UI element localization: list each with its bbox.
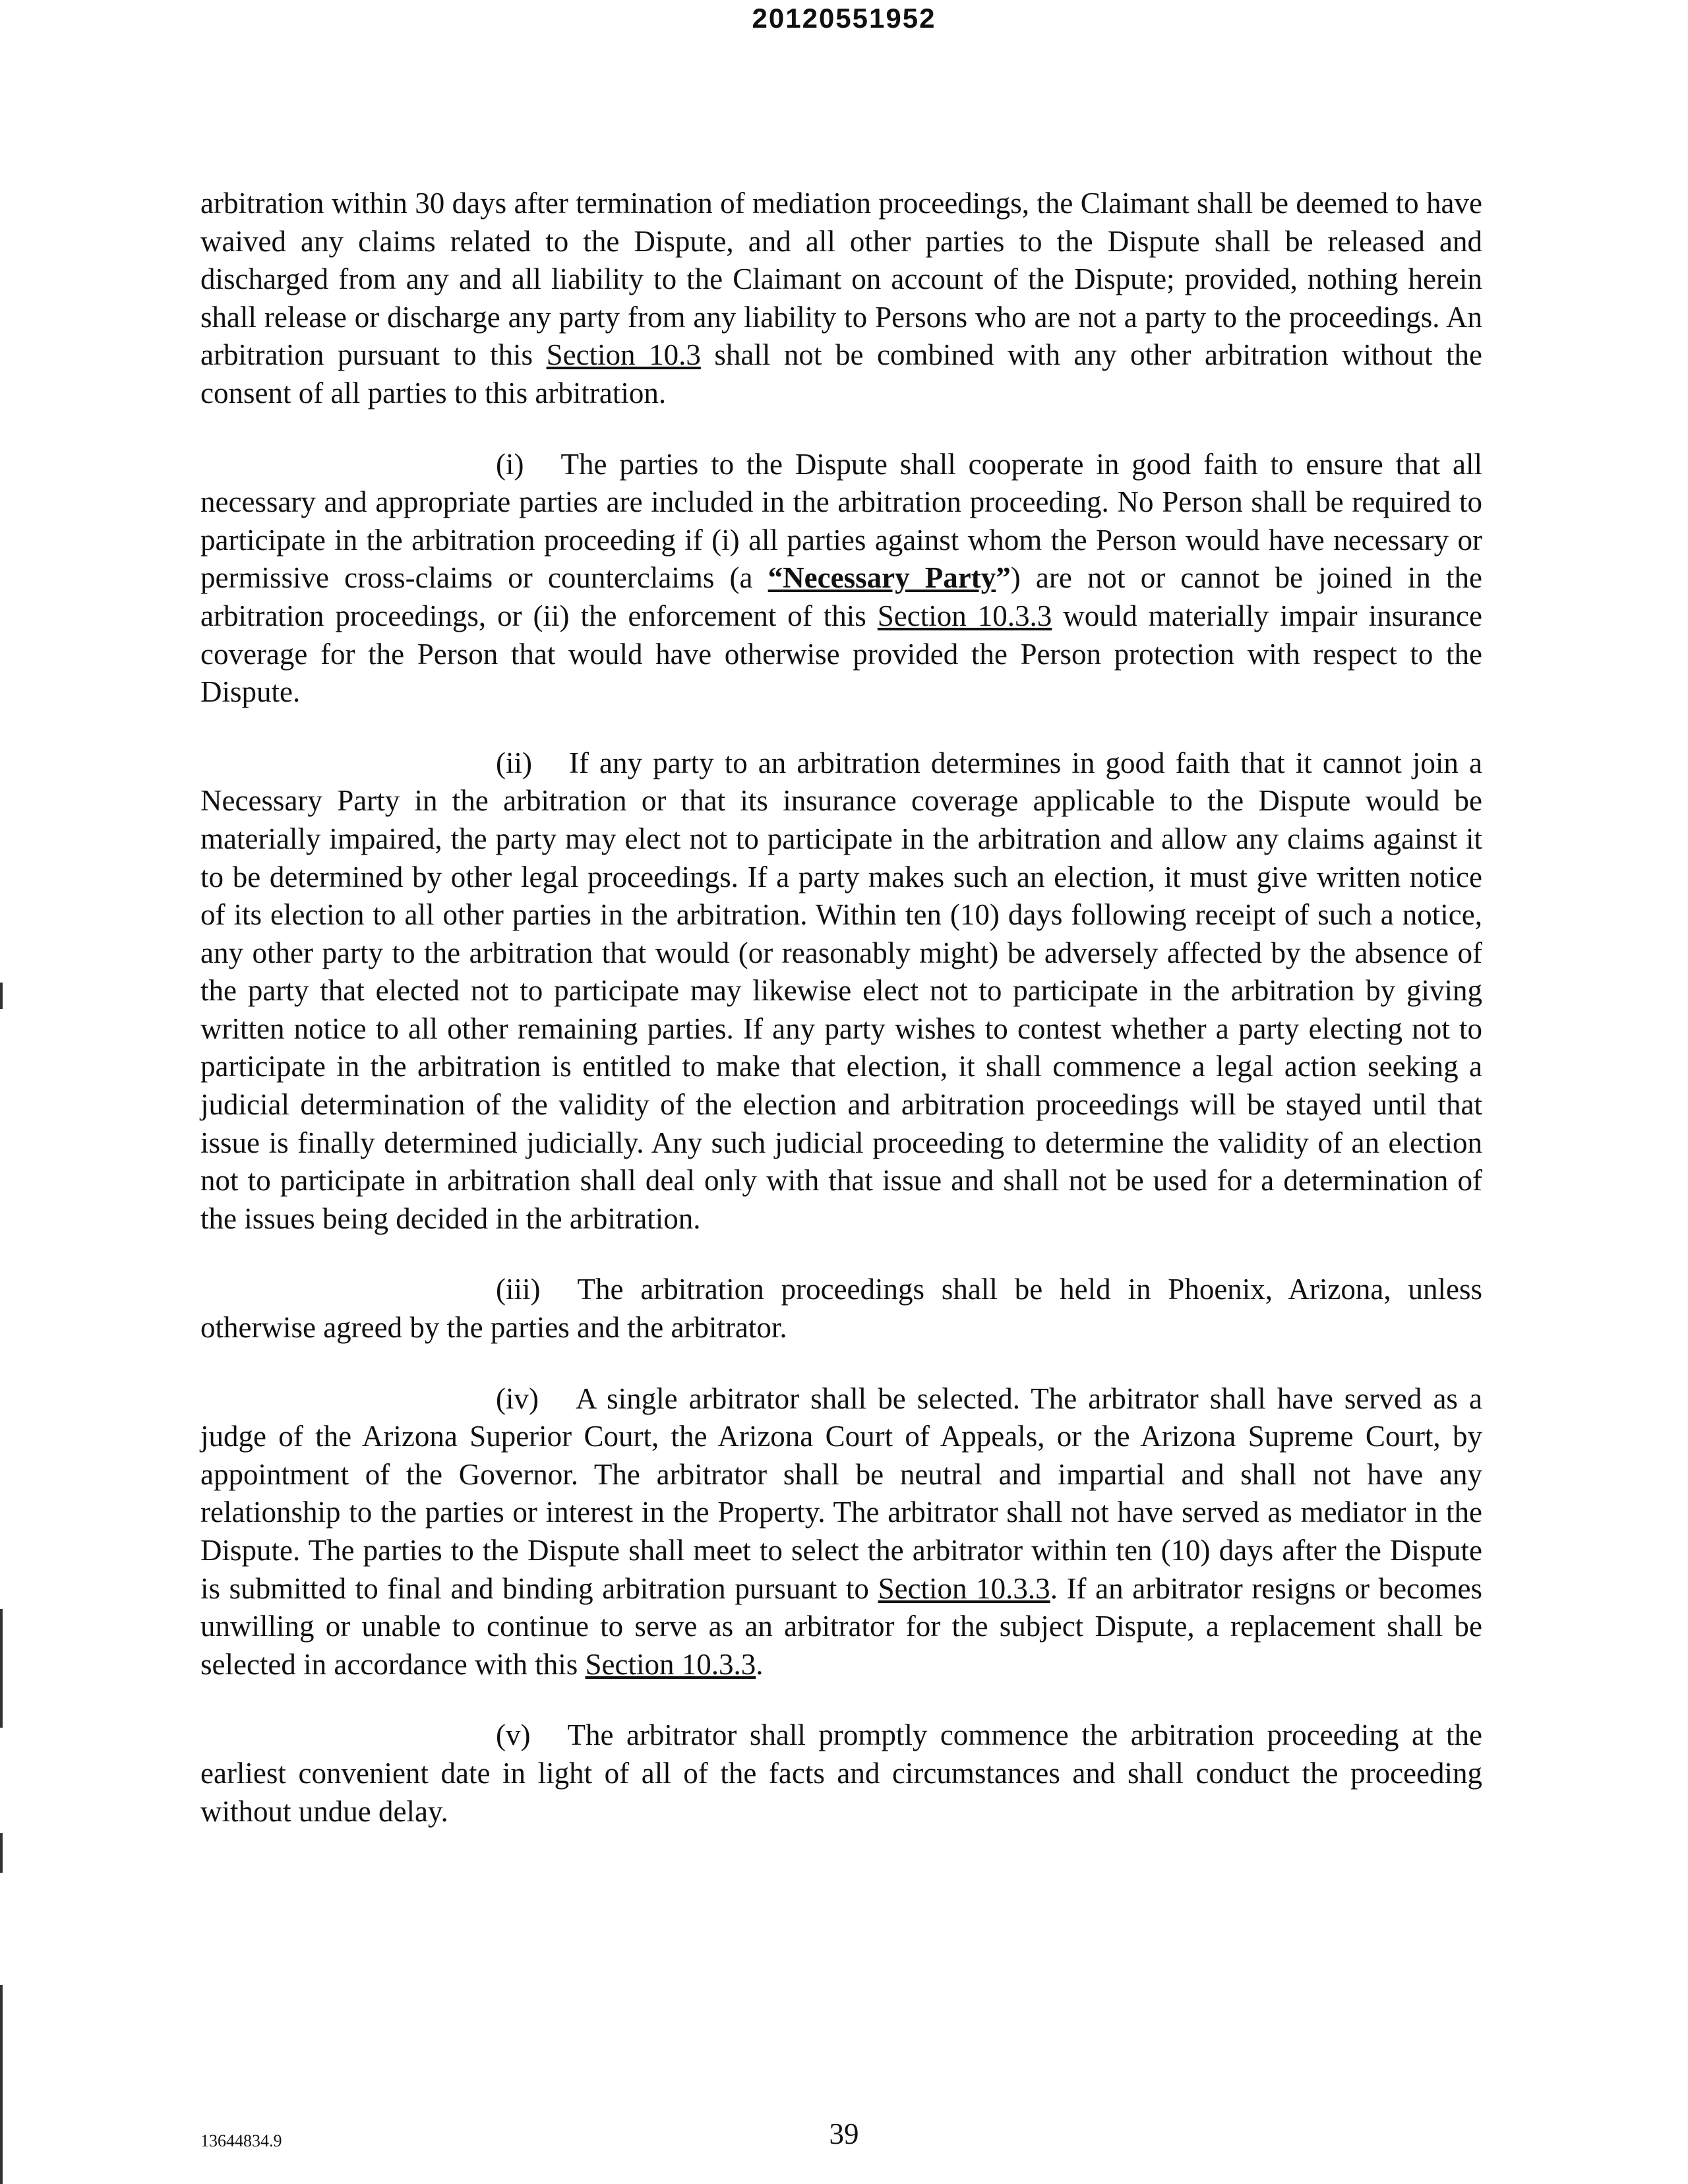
paragraph-label: (iv) [496, 1381, 539, 1415]
section-reference: Section 10.3.3 [878, 1571, 1050, 1605]
paragraph-text: The arbitrator shall promptly commence the arbitration proceeding at the earliest convenient date in light of all of the facts and circumstances and shall conduct the proceeding without undue delay. [200, 1718, 1482, 1828]
page-number: 39 [829, 2117, 859, 2150]
paragraph-text: arbitration within 30 days after termination of mediation proceedings, the Claimant shall be deemed to have waived any claims related to the Dispute, and all other parties to the Dispute shall be released and discharged from any and all liability to the Claimant on account of the Dispute; provided, nothing herein shall release or discharge any party from any liability to Persons who are not a party to the proceedings. An arbitration pursuant to this [200, 187, 1482, 372]
paragraph-iii [200, 1271, 1482, 1347]
paragraph-label: (v) [496, 1718, 531, 1752]
scan-edge-mark [0, 1833, 3, 1873]
paragraph-text: . [756, 1647, 764, 1681]
paragraph-i [200, 446, 1482, 712]
paragraph-text: ) are not or cannot be joined in the arbitration proceedings, or (ii) the enforcement of this [200, 561, 1482, 632]
scan-edge-mark [0, 1609, 3, 1728]
defined-term-quote-open: “ [768, 561, 783, 595]
section-reference: Section 10.3 [546, 338, 701, 372]
paragraph-text: The parties to the Dispute shall cooperate in good faith to ensure that all necessary and appropriate parties are included in the arbitration proceeding. No Person shall be required to participate in the arbitration proceeding if (i) all parties against whom the Person would have necessary or permissive cross-claims or counterclaims (a [200, 447, 1482, 595]
paragraph-iv [200, 1380, 1482, 1684]
defined-term-necessary-party: Necessary Party [783, 561, 996, 595]
scan-edge-mark [0, 983, 3, 1009]
paragraph-text: shall not be combined with any other arbitration without the consent of all parties to this arbitration. [200, 338, 1483, 410]
section-reference: Section 10.3.3 [877, 599, 1052, 632]
defined-term-quote-close: ” [996, 561, 1011, 595]
paragraph-label: (iii) [496, 1273, 541, 1306]
document-id: 13644834.9 [200, 2131, 282, 2150]
paragraph-ii [200, 744, 1482, 1238]
document-body [200, 185, 1482, 1864]
scan-edge-mark [0, 1985, 3, 2184]
paragraph-text: . If an arbitrator resigns or becomes unwilling or unable to continue to serve as an arbitrator for the subject Dispute, a replacement shall be selected in accordance with this [200, 1571, 1482, 1681]
section-reference: Section 10.3.3 [585, 1647, 756, 1681]
paragraph-text: A single arbitrator shall be selected. The arbitrator shall have served as a judge of the Arizona Superior Court, the Arizona Court of Appeals, or the Arizona Supreme Court, by appointment of the Governor. The arbitrator shall be neutral and impartial and shall not have any relationship to the parties or interest in the Property. The arbitrator shall not have served as mediator in the Dispute. The parties to the Dispute shall meet to select the arbitrator within ten (10) days after the Dispute is submitted to final and binding arbitration pursuant to [200, 1381, 1482, 1605]
paragraph-text: If any party to an arbitration determines in good faith that it cannot join a Necessary Party in the arbitration or that its insurance coverage applicable to the Dispute would be materially impaired, the party may elect not to participate in the arbitration and allow any claims against it to be determined by other legal proceedings. If a party makes such an election, it must give written notice of its election to all other parties in the arbitration. Within ten (10) days following receipt of such a notice, any other party to the arbitration that would (or reasonably might) be adversely affected by the absence of the party that elected not to participate may likewise elect not to participate in the arbitration by giving written notice to all other remaining parties. If any party wishes to contest whether a party electing not to participate in the arbitration is entitled to make that election, it shall commence a legal action seeking a judicial determination of the validity of the election and arbitration proceedings will be stayed until that issue is finally determined judicially. Any such judicial proceeding to determine the validity of an election not to participate in arbitration shall deal only with that issue and shall not be used for a determination of the issues being decided in the arbitration. [200, 746, 1482, 1235]
paragraph-v [200, 1716, 1482, 1831]
paragraph-text: would materially impair insurance coverage for the Person that would have otherwise provided the Person protection with respect to the Dispute. [200, 599, 1482, 709]
paragraph-label: (i) [496, 447, 524, 481]
paragraph-text: The arbitration proceedings shall be held in Phoenix, Arizona, unless otherwise agreed by the parties and the arbitrator. [200, 1273, 1482, 1345]
paragraph-label: (ii) [496, 746, 532, 779]
recording-number: 20120551952 [752, 3, 936, 34]
paragraph-continued [200, 185, 1482, 413]
